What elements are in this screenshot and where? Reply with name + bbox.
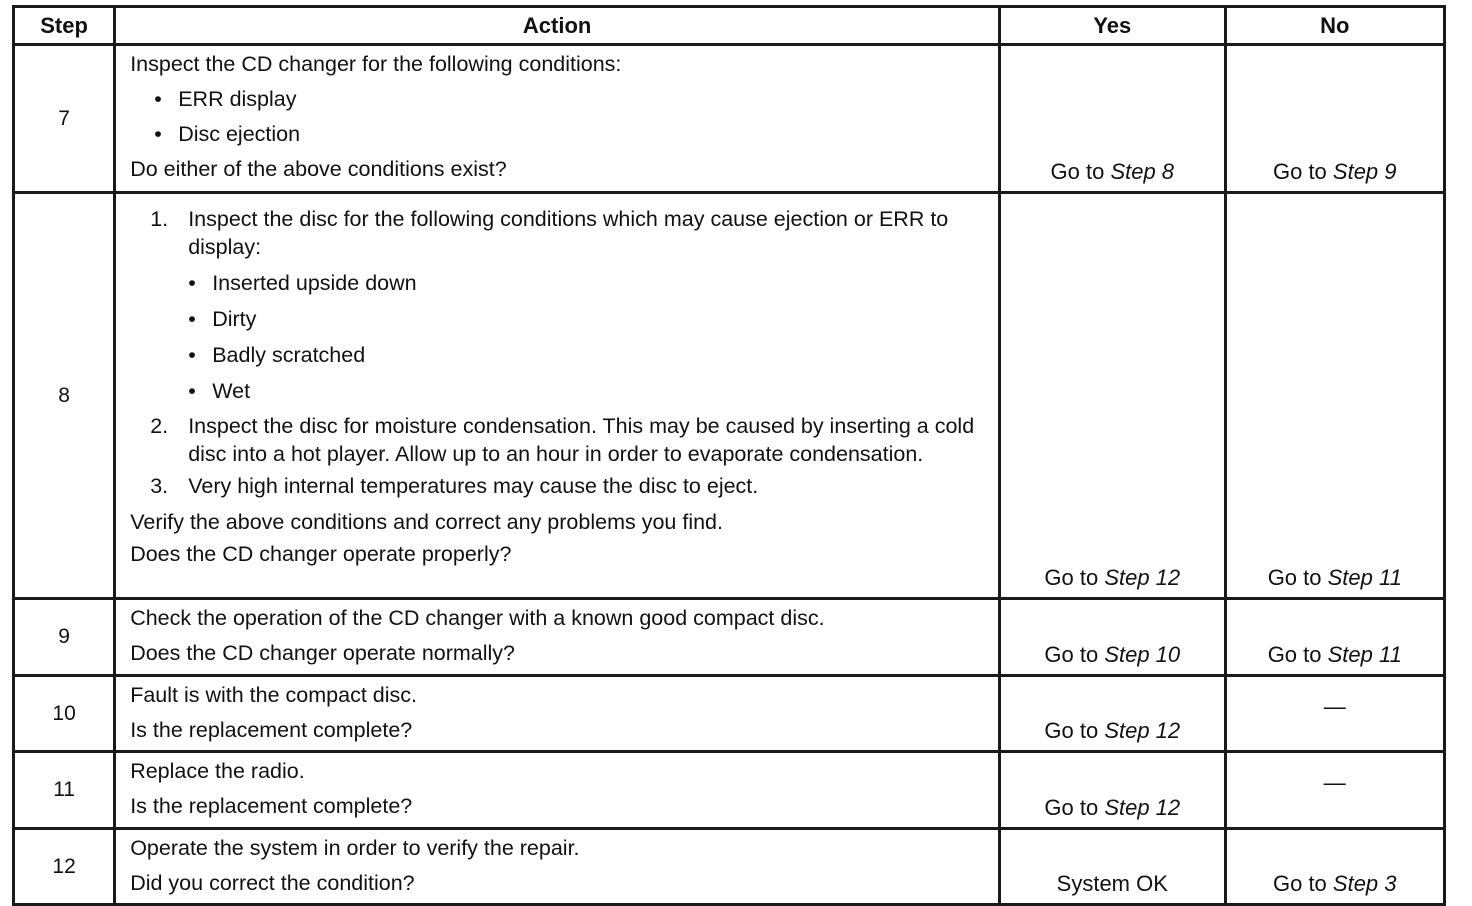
action-text: Replace the radio.	[130, 759, 305, 783]
yes-result: Go to Step 8	[1000, 45, 1225, 193]
action-cell	[115, 45, 1000, 193]
step-link: Step 3	[1332, 871, 1397, 896]
table-row	[14, 193, 1445, 599]
bullet-icon: •	[188, 307, 196, 331]
action-text: Check the operation of the CD changer with a known good compact disc.	[130, 606, 825, 630]
question-text: Do either of the above conditions exist?	[130, 157, 507, 181]
step-number: 8	[14, 193, 115, 599]
numbered-item: 2. Inspect the disc for moisture condensation. This may be caused by inserting a cold disc into a hot player. Allow up to an hour in order to evaporate condensation.	[150, 414, 975, 466]
no-result	[1225, 676, 1444, 752]
step-number: 10	[14, 676, 115, 752]
bullet-icon: •	[188, 343, 196, 367]
numbered-item: 3. Very high internal temperatures may cause the disc to eject.	[150, 474, 759, 498]
step-link: Step 12	[1104, 565, 1181, 590]
dash: —	[1323, 770, 1346, 795]
bullet-item: • Disc ejection	[130, 117, 984, 152]
action-cell	[115, 599, 1000, 676]
step-number: 11	[14, 752, 115, 829]
step-number: 12	[14, 829, 115, 905]
no-result: Go to Step 9	[1225, 45, 1444, 193]
bullet-item: • Badly scratched	[188, 337, 984, 373]
yes-result: System OK	[1000, 829, 1225, 905]
bullet-icon: •	[188, 379, 196, 403]
table-row	[14, 829, 1445, 905]
item-number: 2.	[150, 414, 169, 438]
step-link: Step 9	[1332, 159, 1397, 184]
table-row	[14, 752, 1445, 829]
action-text: Fault is with the compact disc.	[130, 683, 417, 707]
no-result: Go to Step 3	[1225, 829, 1444, 905]
step-link: Step 8	[1110, 159, 1175, 184]
question-text: Is the replacement complete?	[130, 794, 413, 818]
step-link: Step 11	[1327, 565, 1402, 590]
yes-result: Go to Step 12	[1000, 193, 1225, 599]
numbered-item: 1. Inspect the disc for the following conditions which may cause ejection or ERR to display:	[150, 207, 949, 259]
header-row	[14, 7, 1445, 45]
no-result: Go to Step 11	[1225, 193, 1444, 599]
action-text: Inspect the CD changer for the following conditions:	[130, 52, 622, 76]
bullet-icon: •	[154, 122, 162, 146]
table-row	[14, 599, 1445, 676]
step-number: 7	[14, 45, 115, 193]
item-number: 1.	[150, 207, 169, 231]
action-cell	[115, 752, 1000, 829]
bullet-icon: •	[154, 87, 162, 111]
step-link: Step 10	[1104, 642, 1181, 667]
step-link: Step 12	[1104, 718, 1181, 743]
bullet-item: • ERR display	[130, 82, 984, 117]
bullet-item: • Inserted upside down	[188, 265, 984, 301]
no-result	[1225, 752, 1444, 829]
question-text: Does the CD changer operate normally?	[130, 641, 516, 665]
item-number: 3.	[150, 474, 169, 498]
yes-result: Go to Step 12	[1000, 752, 1225, 829]
yes-result: Go to Step 10	[1000, 599, 1225, 676]
diagnostic-table	[12, 5, 1446, 906]
table-row	[14, 676, 1445, 752]
header-step: Step	[14, 7, 115, 45]
step-link: Step 12	[1104, 795, 1181, 820]
question-text: Did you correct the condition?	[130, 871, 415, 895]
step-number: 9	[14, 599, 115, 676]
question-text: Does the CD changer operate properly?	[130, 542, 512, 566]
action-text: Operate the system in order to verify the repair.	[130, 836, 580, 860]
yes-result: Go to Step 12	[1000, 676, 1225, 752]
bullet-item: • Wet	[188, 373, 984, 409]
action-cell	[115, 676, 1000, 752]
no-result: Go to Step 11	[1225, 599, 1444, 676]
dash: —	[1323, 693, 1346, 719]
bullet-icon: •	[188, 271, 196, 295]
action-cell	[115, 829, 1000, 905]
header-action: Action	[115, 7, 1000, 45]
action-text: Verify the above conditions and correct any problems you find.	[130, 510, 723, 534]
header-no: No	[1225, 7, 1444, 45]
header-yes: Yes	[1000, 7, 1225, 45]
bullet-item: • Dirty	[188, 301, 984, 337]
table-row	[14, 45, 1445, 193]
sub-bullet-list	[130, 265, 984, 409]
step-link: Step 11	[1327, 642, 1402, 667]
question-text: Is the replacement complete?	[130, 718, 413, 742]
action-cell	[115, 193, 1000, 599]
